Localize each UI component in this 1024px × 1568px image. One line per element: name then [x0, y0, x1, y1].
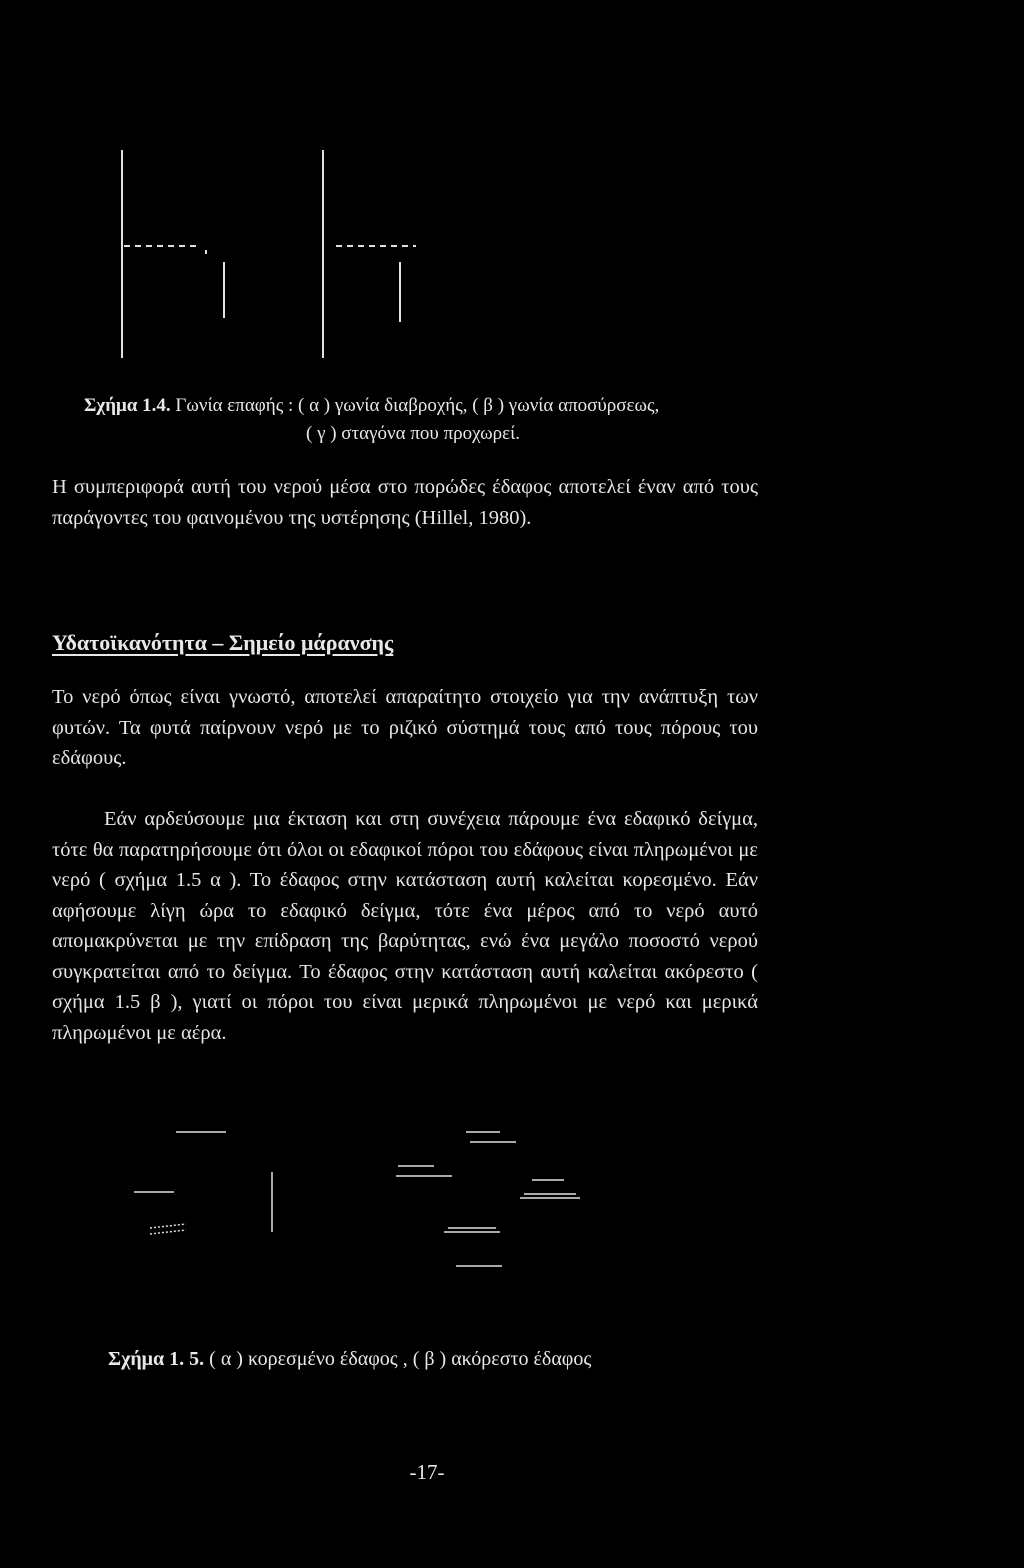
sat-hatch-1 [150, 1224, 186, 1228]
figure-1-5-caption-text: ( α ) κορεσμένο έδαφος , ( β ) ακόρεστο έδαφος [209, 1348, 592, 1370]
sat-hatch-2 [150, 1230, 186, 1234]
paragraph-hysteresis: Η συμπεριφορά αυτή του νερού μέσα στο πορώδες έδαφος αποτελεί έναν από τους παράγοντες του φαινομένου της υστέρησης (Hillel, 1980). [52, 476, 758, 529]
unsaturated-soil-panel [396, 1132, 580, 1266]
paragraph-plants-water: Το νερό όπως είναι γνωστό, αποτελεί απαραίτητο στοιχείο για την ανάπτυξη των φυτών. Τα φυτά παίρνουν νερό με το ριζικό σύστημά τους από τους πόρους του εδάφους. [52, 686, 758, 769]
figure-1-4-caption [84, 392, 659, 419]
figure-1-4-caption-label: Σχήμα 1.4. [84, 395, 171, 416]
figure-1-5-caption-label: Σχήμα 1. 5. [108, 1348, 205, 1370]
saturated-soil-panel [134, 1132, 272, 1234]
figure-1-4-caption-line2: ( γ ) σταγόνα που προχωρεί. [306, 423, 520, 444]
figure-1-4-drawing [0, 0, 1024, 380]
contact-angle-right-panel [323, 150, 416, 358]
section-heading: Υδατοϊκανότητα – Σημείο μάρανσης [52, 630, 394, 655]
figure-1-5-caption [108, 1346, 591, 1373]
contact-angle-left-panel [122, 150, 224, 358]
figure-1-5-drawing [0, 1120, 1024, 1280]
figure-1-4-caption-line1: Γωνία επαφής : ( α ) γωνία διαβροχής, ( β ) γωνία αποσύρσεως, [175, 395, 660, 416]
figure-1-4-caption-continuation [306, 420, 520, 447]
paragraph-saturated-soil: Εάν αρδεύσουμε μια έκταση και στη συνέχεια πάρουμε ένα εδαφικό δείγμα, τότε θα παρατηρήσουμε ότι όλοι οι εδαφικοί πόροι του εδάφους είναι πληρωμένοι με νερό ( σχήμα 1.5 α ). Το έδαφος στην κατάσταση αυτή καλείται κορεσμένο. Εάν αφήσουμε λίγη ώρα το εδαφικό δείγμα, τότε ένα μέρος από το νερό αυτό απομακρύνεται με την επίδραση της βαρύτητας, ενώ ένα μεγάλο ποσοστό νερού συγκρατείται από το δείγμα. Το έδαφος στην κατάσταση αυτή καλείται ακόρεστο ( σχήμα 1.5 β ), γιατί οι πόροι του είναι μερικά πληρωμένοι με νερό και μερικά πληρωμένοι με αέρα. [52, 808, 758, 1044]
page-number: -17- [409, 1460, 445, 1484]
